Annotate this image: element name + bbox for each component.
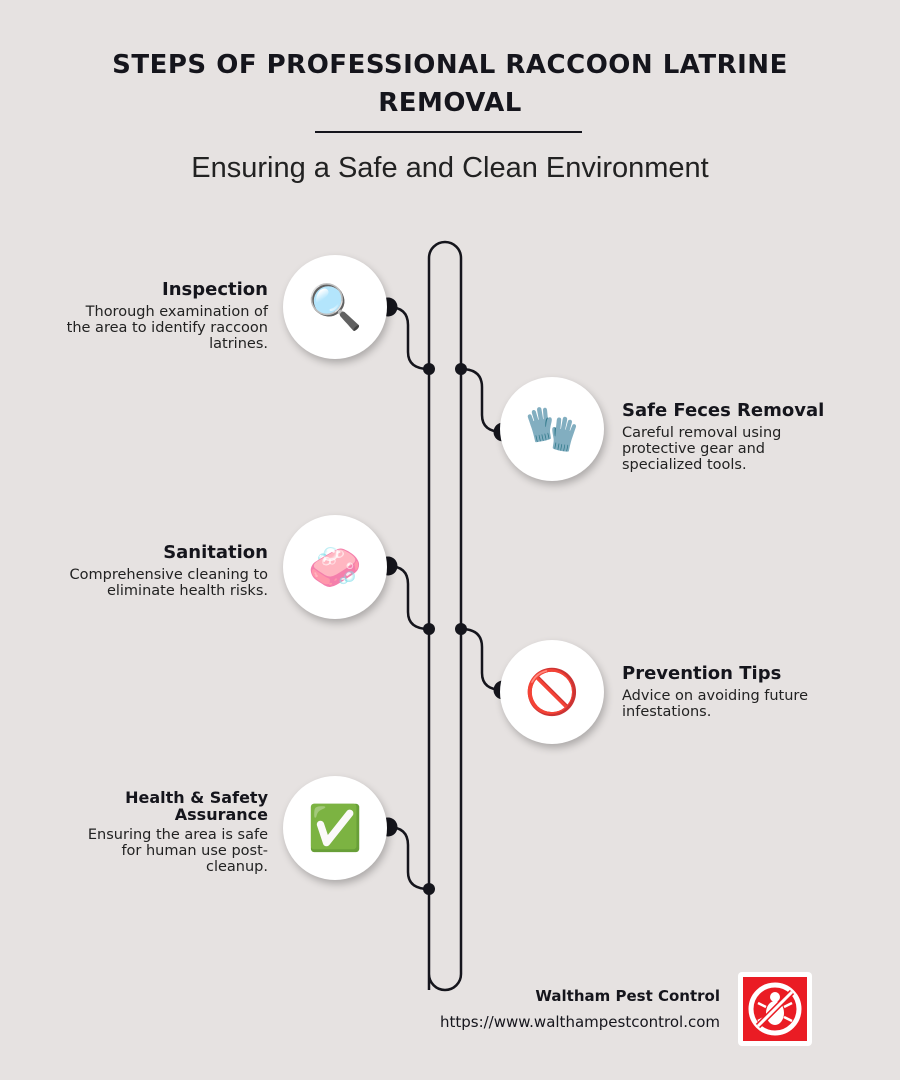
step-description: Advice on avoiding future infestations. (622, 688, 808, 720)
node-dot (455, 363, 467, 375)
connector-3 (388, 566, 429, 629)
step-description: Thorough examination of the area to identify raccoon latrines. (66, 304, 268, 352)
glove-icon: 🧤 (500, 377, 604, 481)
node-dot (423, 883, 435, 895)
page-subtitle: Ensuring a Safe and Clean Environment (191, 152, 709, 184)
step-title: Prevention Tips (622, 663, 782, 684)
step-health-safety (28, 789, 268, 875)
timeline-loop (429, 242, 461, 990)
step-title: Inspection (162, 279, 268, 300)
node-dot (423, 623, 435, 635)
connector-2 (461, 369, 503, 432)
connector-1 (388, 307, 429, 369)
page-title: STEPS OF PROFESSIONAL RACCOON LATRINE REMOVAL (112, 50, 788, 118)
step-description: Careful removal using protective gear and specialized tools. (622, 425, 782, 473)
check-mark-icon: ✅ (283, 776, 387, 880)
node-dot (455, 623, 467, 635)
step-description: Comprehensive cleaning to eliminate health risks. (69, 567, 268, 599)
connector-4 (461, 629, 503, 690)
prohibited-icon: 🚫 (500, 640, 604, 744)
connector-5 (388, 827, 429, 889)
magnifying-glass-icon: 🔍 (283, 255, 387, 359)
brand-name: Waltham Pest Control (535, 987, 720, 1005)
step-title: Safe Feces Removal (622, 400, 825, 421)
website-link[interactable]: https://www.walthampestcontrol.com (439, 1013, 720, 1031)
step-title: Sanitation (163, 542, 268, 563)
pest-control-logo (738, 972, 812, 1046)
step-title: Health & Safety Assurance (125, 788, 268, 824)
step-safe-feces-removal (622, 400, 862, 473)
step-description: Ensuring the area is safe for human use post-cleanup. (87, 827, 268, 875)
step-prevention-tips (622, 663, 862, 720)
step-inspection (28, 279, 268, 352)
soap-icon: 🧼 (283, 515, 387, 619)
step-sanitation (28, 542, 268, 599)
no-bug-icon (743, 977, 807, 1041)
node-dot (423, 363, 435, 375)
